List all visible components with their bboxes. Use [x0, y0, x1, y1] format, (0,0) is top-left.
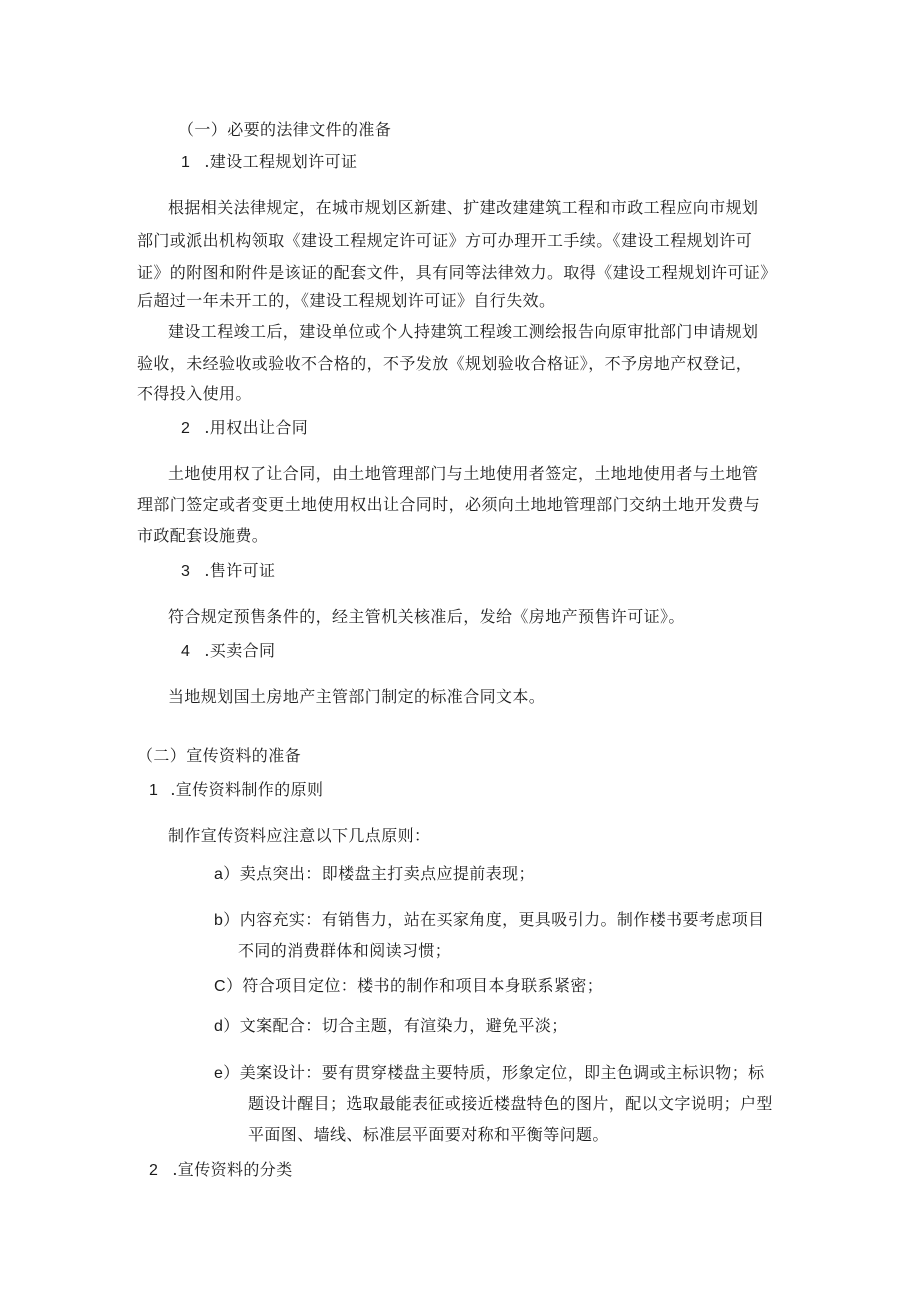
- paragraph-line: 验收，未经验收或验收不合格的，不予发放《规划验收合格证》，不予房地产权登记，: [137, 354, 753, 373]
- section-heading-promo-materials: （二）宣传资料的准备: [137, 746, 302, 765]
- section-heading-legal-documents: （一）必要的法律文件的准备: [178, 120, 392, 139]
- list-marker: a）: [214, 866, 240, 883]
- list-marker: C）: [214, 978, 243, 995]
- item-title: .宣传资料的分类: [172, 1160, 293, 1179]
- item-heading-sales-contract: [181, 641, 275, 662]
- list-marker: e）: [214, 1065, 240, 1082]
- list-marker: d）: [214, 1018, 240, 1035]
- list-item-d: [214, 1016, 568, 1037]
- paragraph-line: 市政配套设施费。: [137, 526, 269, 545]
- list-text-continued: 题设计醒目；选取最能表征或接近楼盘特色的图片，配以文字说明；户型: [248, 1094, 773, 1113]
- item-heading-presale-permit: [181, 561, 275, 582]
- list-marker: b）: [214, 912, 240, 929]
- list-item-c: [214, 976, 603, 997]
- item-title: .宣传资料制作的原则: [170, 780, 324, 799]
- paragraph-line: 部门或派出机构领取《建设工程规定许可证》方可办理开工手续。《建设工程规划许可: [137, 231, 753, 250]
- item-number: 3: [181, 563, 191, 580]
- list-text-continued: 不同的消费群体和阅读习惯；: [238, 941, 452, 960]
- item-heading-promo-principles: [149, 780, 323, 801]
- item-title: .建设工程规划许可证: [204, 152, 358, 171]
- paragraph-line: 后超过一年未开工的，《建设工程规划许可证》自行失效。: [137, 291, 556, 310]
- item-title: .买卖合同: [204, 641, 276, 660]
- paragraph-line: 制作宣传资料应注意以下几点原则：: [168, 826, 431, 845]
- paragraph-line: 建设工程竣工后，建设单位或个人持建筑工程竣工测绘报告向原审批部门申请规划: [168, 322, 759, 341]
- list-text: 卖点突出：即楼盘主打卖点应提前表现；: [239, 864, 535, 883]
- list-text: 美案设计：要有贯穿楼盘主要特质，形象定位，即主色调或主标识物；标: [239, 1063, 765, 1082]
- paragraph-line: 理部门签定或者变更土地使用权出让合同时，必须向土地地管理部门交纳土地开发费与: [137, 495, 761, 514]
- item-number: 1: [181, 154, 191, 171]
- list-item-a: [214, 864, 535, 885]
- paragraph-line: 符合规定预售条件的，经主管机关核准后，发给《房地产预售许可证》。: [168, 607, 685, 626]
- paragraph-line: 根据相关法律规定，在城市规划区新建、扩建改建建筑工程和市政工程应向市规划: [168, 198, 759, 217]
- list-item-e: [214, 1063, 765, 1084]
- item-heading-promo-categories: [149, 1160, 293, 1181]
- list-text: 符合项目定位：楼书的制作和项目本身联系紧密；: [242, 976, 604, 995]
- paragraph-line: 证》的附图和附件是该证的配套文件，具有同等法律效力。取得《建设工程规划许可证》: [137, 263, 777, 282]
- list-text: 文案配合：切合主题，有渲染力，避免平淡；: [239, 1016, 568, 1035]
- item-number: 2: [149, 1162, 159, 1179]
- item-number: 4: [181, 643, 191, 660]
- item-heading-land-use-contract: [181, 418, 308, 439]
- item-title: .用权出让合同: [204, 418, 309, 437]
- paragraph-line: 土地使用权了让合同，由土地管理部门与土地使用者签定，土地地使用者与土地管: [168, 464, 759, 483]
- list-item-b: [214, 910, 765, 931]
- item-number: 1: [149, 782, 159, 799]
- paragraph-line: 不得投入使用。: [137, 384, 252, 403]
- item-title: .售许可证: [204, 561, 276, 580]
- list-text-continued: 平面图、墙线、标准层平面要对称和平衡等问题。: [248, 1125, 609, 1144]
- item-heading-planning-permit: [181, 152, 357, 173]
- list-text: 内容充实：有销售力，站在买家角度，更具吸引力。制作楼书要考虑项目: [239, 910, 765, 929]
- paragraph-line: 当地规划国土房地产主管部门制定的标准合同文本。: [168, 687, 546, 706]
- item-number: 2: [181, 420, 191, 437]
